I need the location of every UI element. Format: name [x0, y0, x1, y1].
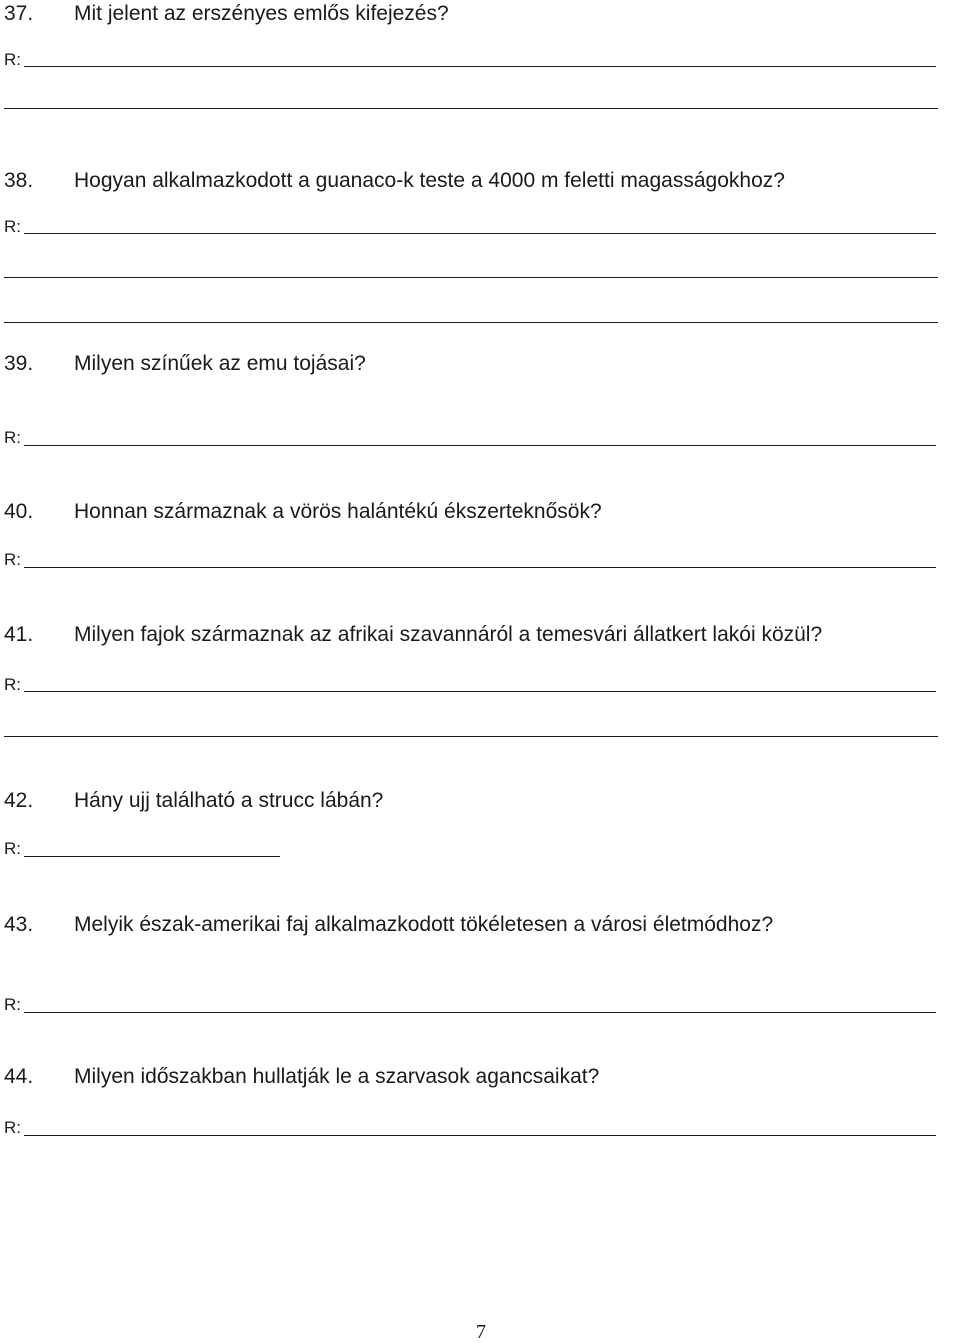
- question-39: [4, 353, 366, 374]
- question-text: Milyen időszakban hullatják le a szarvasok agancsaikat?: [74, 1065, 600, 1088]
- question-44: [4, 1066, 599, 1087]
- answer-line[interactable]: [24, 445, 936, 446]
- question-41: [4, 624, 822, 645]
- question-number: 43.: [4, 913, 34, 936]
- question-43: [4, 914, 773, 935]
- question-40: [4, 501, 602, 522]
- question-text: Hogyan alkalmazkodott a guanaco-k teste a 4000 m feletti magasságokhoz?: [74, 169, 785, 192]
- question-number: 40.: [4, 500, 34, 523]
- answer-line[interactable]: [24, 233, 936, 234]
- answer-line[interactable]: [24, 1135, 936, 1136]
- question-text: Melyik észak-amerikai faj alkalmazkodott tökéletesen a városi életmódhoz?: [74, 913, 774, 936]
- question-text: Hány ujj található a strucc lábán?: [74, 789, 384, 812]
- answer-label: R:: [4, 839, 21, 858]
- answer-line[interactable]: [4, 322, 938, 323]
- question-text: Milyen fajok származnak az afrikai szavannáról a temesvári állatkert lakói közül?: [74, 623, 823, 646]
- question-number: 44.: [4, 1065, 34, 1088]
- question-38: [4, 170, 785, 191]
- answer-label: R:: [4, 1118, 21, 1137]
- question-text: Honnan származnak a vörös halántékú ékszerteknősök?: [74, 500, 602, 523]
- question-number: 39.: [4, 352, 34, 375]
- answer-label: R:: [4, 428, 21, 447]
- page-number: 7: [476, 1321, 486, 1343]
- question-number: 41.: [4, 623, 34, 646]
- answer-line[interactable]: [24, 1012, 936, 1013]
- answer-line[interactable]: [24, 691, 936, 692]
- question-text: Mit jelent az erszényes emlős kifejezés?: [74, 2, 449, 25]
- answer-label: R:: [4, 995, 21, 1014]
- question-text: Milyen színűek az emu tojásai?: [74, 352, 366, 375]
- question-number: 37.: [4, 2, 34, 25]
- question-number: 38.: [4, 169, 34, 192]
- question-37: [4, 3, 449, 24]
- question-42: [4, 790, 383, 811]
- answer-line[interactable]: [4, 277, 938, 278]
- answer-label: R:: [4, 675, 21, 694]
- answer-line[interactable]: [24, 856, 280, 857]
- answer-line[interactable]: [24, 66, 936, 67]
- answer-label: R:: [4, 50, 21, 69]
- answer-line[interactable]: [24, 567, 936, 568]
- answer-line[interactable]: [4, 108, 938, 109]
- answer-label: R:: [4, 217, 21, 236]
- answer-label: R:: [4, 550, 21, 569]
- answer-line[interactable]: [4, 736, 938, 737]
- question-number: 42.: [4, 789, 34, 812]
